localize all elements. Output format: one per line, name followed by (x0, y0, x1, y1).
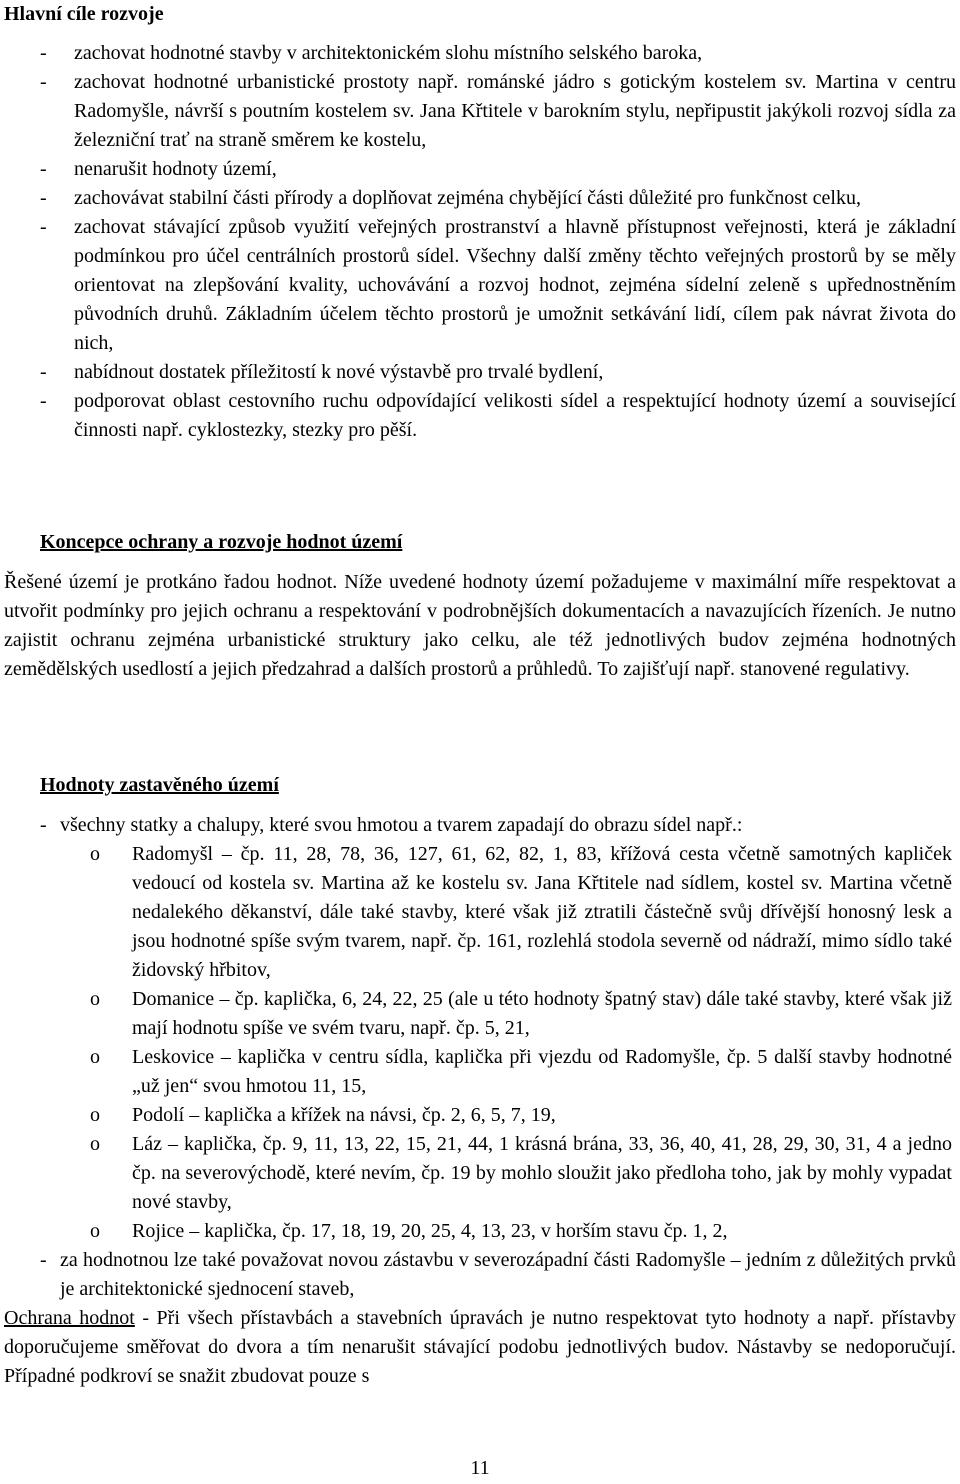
list-item: - zachovat stávající způsob využití veřejných prostranství a hlavně přístupnost veřejnosti, která je základní podmínkou pro účel centrálních prostorů sídel. Všechny další změny těchto veřejných prostorů by se měly orientovat na zlepšování kvality, uchovávání a rozvoj hodnot, zejména sídelní zeleně s upřednostněním původních druhů. Základním účelem těchto prostorů je umožnit setkávání lidí, cílem pak návrat života do nich, (40, 213, 956, 358)
circle-marker: o (90, 1104, 100, 1126)
section-concept-heading (40, 528, 956, 557)
list-item: - nabídnout dostatek příležitostí k nové výstavbě pro trvalé bydlení, (40, 358, 956, 387)
list-item: - za hodnotnou lze také považovat novou zástavbu v severozápadní části Radomyšle – jedním z důležitých prvků je architektonické sjednocení staveb, (40, 1246, 956, 1304)
section-goals (4, 0, 956, 445)
protection-paragraph (4, 1304, 956, 1391)
dash-marker: - (40, 187, 47, 209)
circle-marker: o (90, 988, 100, 1010)
protection-text: - Při všech přístavbách a stavebních úpravách je nutno respektovat tyto hodnoty a např. přístavby doporučujeme směřovat do dvora a tím nenarušit stávající podobu jednotlivých budov. Nástavby se nedoporučují. Případné podkroví se snažit zbudovat pouze s (4, 1307, 956, 1387)
list-item: - zachovat hodnotné urbanistické prostoty např. románské jádro s gotickým kostelem sv. Martina v centru Radomyšle, návrší s poutním kostelem sv. Jana Křtitele v barokním stylu, nepřipustit jakýkoli rozvoj sídla za železniční trať na straně směrem ke kostelu, (40, 68, 956, 155)
circle-marker: o (90, 843, 100, 865)
list-item: o Podolí – kaplička a křížek na návsi, čp. 2, 6, 5, 7, 19, (4, 1101, 956, 1130)
list-item: o Domanice – čp. kaplička, 6, 24, 22, 25 (ale u této hodnoty špatný stav) dále také stavby, které však již mají hodnotu spíše ve svém tvaru, např. čp. 5, 21, (4, 985, 956, 1043)
goals-list (40, 39, 956, 445)
concept-paragraph: Řešené území je protkáno řadou hodnot. Níže uvedené hodnoty území požadujeme v maximální míře respektovat a utvořit podmínky pro jejich ochranu a respektování v podrobnějších dokumentacích a navazujících řízeních. Je nutno zajistit ochranu zejména urbanistické struktury jako celku, ale též jednotlivých budov zejména hodnotných zemědělských usedlostí a jejich předzahrad a dalších prostorů a průhledů. To zajišťují např. stanovené regulativy. (4, 571, 956, 680)
list-item: - nenarušit hodnoty území, (40, 155, 956, 184)
dash-marker: - (40, 216, 47, 238)
heading-concept: Koncepce ochrany a rozvoje hodnot území (40, 531, 403, 553)
list-item: - zachovat hodnotné stavby v architektonickém slohu místního selského baroka, (40, 39, 956, 68)
section-values-heading (40, 771, 956, 800)
protection-label: Ochrana hodnot (4, 1307, 135, 1329)
list-item: - všechny statky a chalupy, které svou hmotou a tvarem zapadají do obrazu sídel např.: (40, 811, 956, 840)
circle-marker: o (90, 1133, 100, 1155)
heading-goals: Hlavní cíle rozvoje (4, 3, 164, 25)
list-item: o Láz – kaplička, čp. 9, 11, 13, 22, 15, 21, 44, 1 krásná brána, 33, 36, 40, 41, 28, 29, 30, 31, 4 a jedno čp. na severovýchodě, které nevím, čp. 19 by mohlo sloužit jako předloha toho, jak by mohly vypadat nové stavby, (4, 1130, 956, 1217)
dash-marker: - (40, 42, 47, 64)
circle-marker: o (90, 1046, 100, 1068)
villages-list (4, 840, 956, 1246)
list-item: o Leskovice – kaplička v centru sídla, kaplička při vjezdu od Radomyšle, čp. 5 další stavby hodnotné „už jen“ svou hmotou 11, 15, (4, 1043, 956, 1101)
section-values (4, 811, 956, 1391)
dash-marker: - (40, 158, 47, 180)
dash-marker: - (40, 1249, 47, 1271)
heading-values: Hodnoty zastavěného území (40, 774, 279, 796)
dash-marker: - (40, 361, 47, 383)
page-number: 11 (470, 1457, 490, 1479)
dash-marker: - (40, 390, 47, 412)
list-item: - zachovávat stabilní části přírody a doplňovat zejména chybějící části důležité pro funkčnost celku, (40, 184, 956, 213)
list-item: - podporovat oblast cestovního ruchu odpovídající velikosti sídel a respektující hodnoty území a související činnosti např. cyklostezky, stezky pro pěší. (40, 387, 956, 445)
circle-marker: o (90, 1220, 100, 1242)
list-item: o Radomyšl – čp. 11, 28, 78, 36, 127, 61, 62, 82, 1, 83, křížová cesta včetně samotných kapliček vedoucí od kostela sv. Martina až ke kostelu sv. Jana Křtitele nad sídlem, kostel sv. Martina včetně nedalekého děkanství, dále také stavby, které však již ztratili částečně svůj dřívější honosný lesk a jsou hodnotné spíše svým tvarem, např. čp. 161, rozlehlá stodola severně od nádraží, mimo sídlo také židovský hřbitov, (4, 840, 956, 985)
section-concept (4, 568, 956, 684)
list-item: o Rojice – kaplička, čp. 17, 18, 19, 20, 25, 4, 13, 23, v horším stavu čp. 1, 2, (4, 1217, 956, 1246)
dash-marker: - (40, 814, 47, 836)
dash-marker: - (40, 71, 47, 93)
